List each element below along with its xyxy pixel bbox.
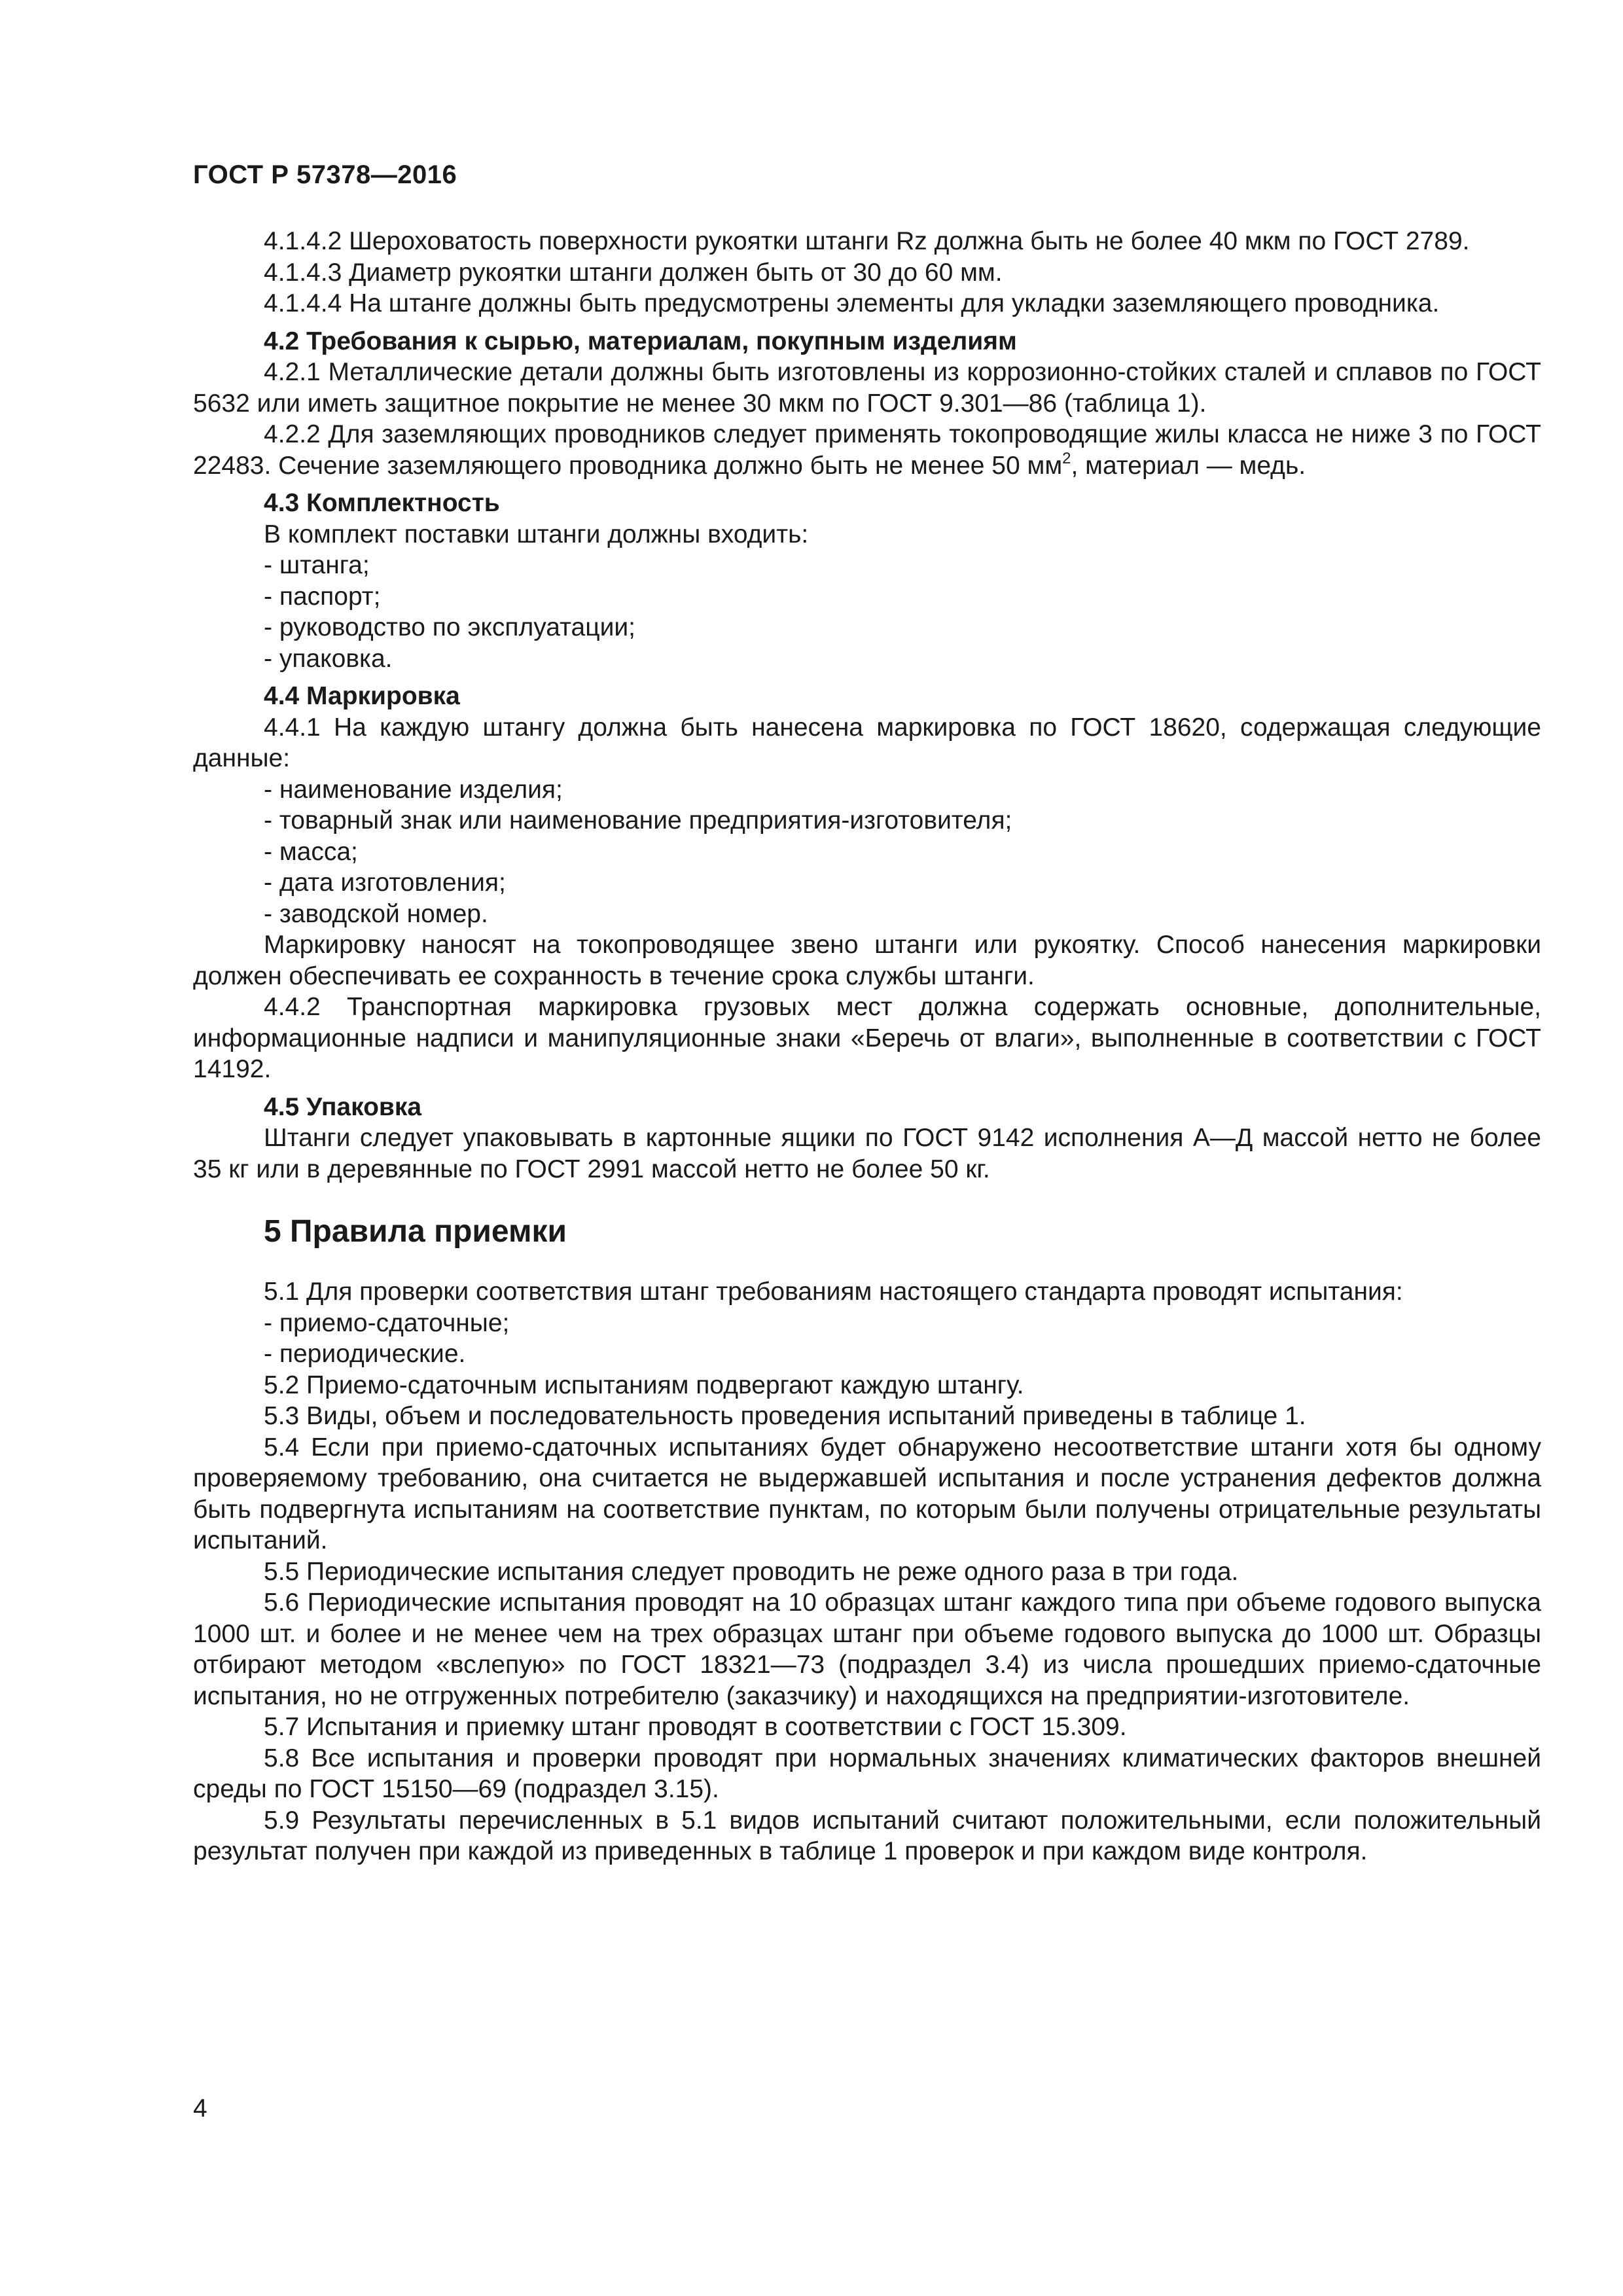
clause-5-5: 5.5 Периодические испытания следует проводить не реже одного раза в три года. — [264, 1557, 1239, 1586]
packaging-paragraph: Штанги следует упаковывать в картонные ящики по ГОСТ 9142 исполнения А—Д массой нетто не более 35 кг или в деревянные по ГОСТ 2991 массой нетто не более 50 кг. — [193, 1124, 1541, 1183]
clause-5-9: 5.9 Результаты перечисленных в 5.1 видов испытаний считают положительными, если положительный результат получен при каждой из приведенных в таблице 1 проверок и при каждом виде контроля. — [193, 1806, 1541, 1865]
document-body — [193, 226, 1541, 1867]
clause-4-2-2 — [193, 419, 1541, 481]
completeness-intro: В комплект поставки штанги должны входить: — [264, 520, 809, 548]
list-item: - штанга; — [264, 551, 370, 579]
chapter-heading-5: 5 Правила приемки — [264, 1214, 567, 1249]
clause-5-1: 5.1 Для проверки соответствия штанг требованиям настоящего стандарта проводят испытания: — [264, 1278, 1403, 1306]
section-heading-4-5: 4.5 Упаковка — [264, 1092, 422, 1121]
clause-5-2: 5.2 Приемо-сдаточным испытаниям подвергают каждую штангу. — [264, 1371, 1024, 1399]
clause-4-2-2-text: 4.2.2 Для заземляющих проводников следует применять токопроводящие жилы класса не ниже 3 по ГОСТ 22483. Сечение заземляющего проводника должно быть не менее 50 мм — [193, 420, 1541, 480]
section-heading-4-2: 4.2 Требования к сырью, материалам, покупным изделиям — [264, 327, 1017, 355]
clause-5-3: 5.3 Виды, объем и последовательность проведения испытаний приведены в таблице 1. — [264, 1402, 1306, 1430]
clause-4-4-2: 4.4.2 Транспортная маркировка грузовых мест должна содержать основные, дополнительные, информационные надписи и манипуляционные знаки «Беречь от влаги», выполненные в соответствии с ГОСТ 14192. — [193, 993, 1541, 1083]
clause-4-2-1: 4.2.1 Металлические детали должны быть изготовлены из коррозионно-стойких сталей и сплавов по ГОСТ 5632 или иметь защитное покрытие не менее 30 мкм по ГОСТ 9.301—86 (таблица 1). — [193, 358, 1541, 418]
clause-5-6: 5.6 Периодические испытания проводят на 10 образцах штанг каждого типа при объеме годового выпуска 1000 шт. и более и не менее чем на трех образцах штанг при объеме годового выпуска до 1000 шт. Образцы отбирают методом «вслепую» по ГОСТ 18321—73 (подраздел 3.4) из числа прошедших приемо-сдаточные испытания, но не отгруженных потребителю (заказчику) и находящихся на предприятии-изготовителе. — [193, 1588, 1541, 1710]
list-item: - периодические. — [264, 1340, 466, 1368]
section-heading-4-3: 4.3 Комплектность — [264, 489, 500, 517]
list-item: - упаковка. — [264, 644, 393, 673]
list-item: - товарный знак или наименование предприятия-изготовителя; — [264, 806, 1012, 834]
clause-4-1-4-2: 4.1.4.2 Шероховатость поверхности рукоятки штанги Rz должна быть не более 40 мкм по ГОСТ 2789. — [264, 227, 1470, 255]
list-item: - руководство по эксплуатации; — [264, 613, 635, 641]
list-item: - паспорт; — [264, 582, 381, 611]
list-item: - дата изготовления; — [264, 869, 506, 897]
clause-4-2-2-tail: , материал — медь. — [1071, 451, 1306, 480]
superscript: 2 — [1062, 449, 1071, 467]
clause-4-1-4-4: 4.1.4.4 На штанге должны быть предусмотрены элементы для укладки заземляющего проводника. — [264, 289, 1440, 317]
clause-5-7: 5.7 Испытания и приемку штанг проводят в соответствии с ГОСТ 15.309. — [264, 1713, 1127, 1741]
list-item: - приемо-сдаточные; — [264, 1308, 510, 1337]
clause-4-4-1: 4.4.1 На каждую штангу должна быть нанесена маркировка по ГОСТ 18620, содержащая следующие данные: — [193, 713, 1541, 772]
clause-4-1-4-3: 4.1.4.3 Диаметр рукоятки штанги должен быть от 30 до 60 мм. — [264, 258, 1003, 287]
clause-5-4: 5.4 Если при приемо-сдаточных испытаниях будет обнаружено несоответствие штанги хотя бы одному проверяемому требованию, она считается не выдержавшей испытания и после устранения дефектов должна быть подвергнута испытаниям на соответствие пунктам, по которым были получены отрицательные результаты испытаний. — [193, 1433, 1541, 1554]
page-number: 4 — [193, 2094, 207, 2123]
list-item: - наименование изделия; — [264, 775, 563, 804]
section-heading-4-4: 4.4 Маркировка — [264, 682, 460, 710]
document-header: ГОСТ Р 57378—2016 — [193, 160, 457, 189]
marking-method-paragraph: Маркировку наносят на токопроводящее звено штанги или рукоятку. Способ нанесения маркировки должен обеспечивать ее сохранность в течение срока службы штанги. — [193, 931, 1541, 990]
clause-5-8: 5.8 Все испытания и проверки проводят при нормальных значениях климатических факторов внешней среды по ГОСТ 15150—69 (подраздел 3.15). — [193, 1744, 1541, 1803]
list-item: - масса; — [264, 837, 358, 866]
list-item: - заводской номер. — [264, 899, 488, 928]
